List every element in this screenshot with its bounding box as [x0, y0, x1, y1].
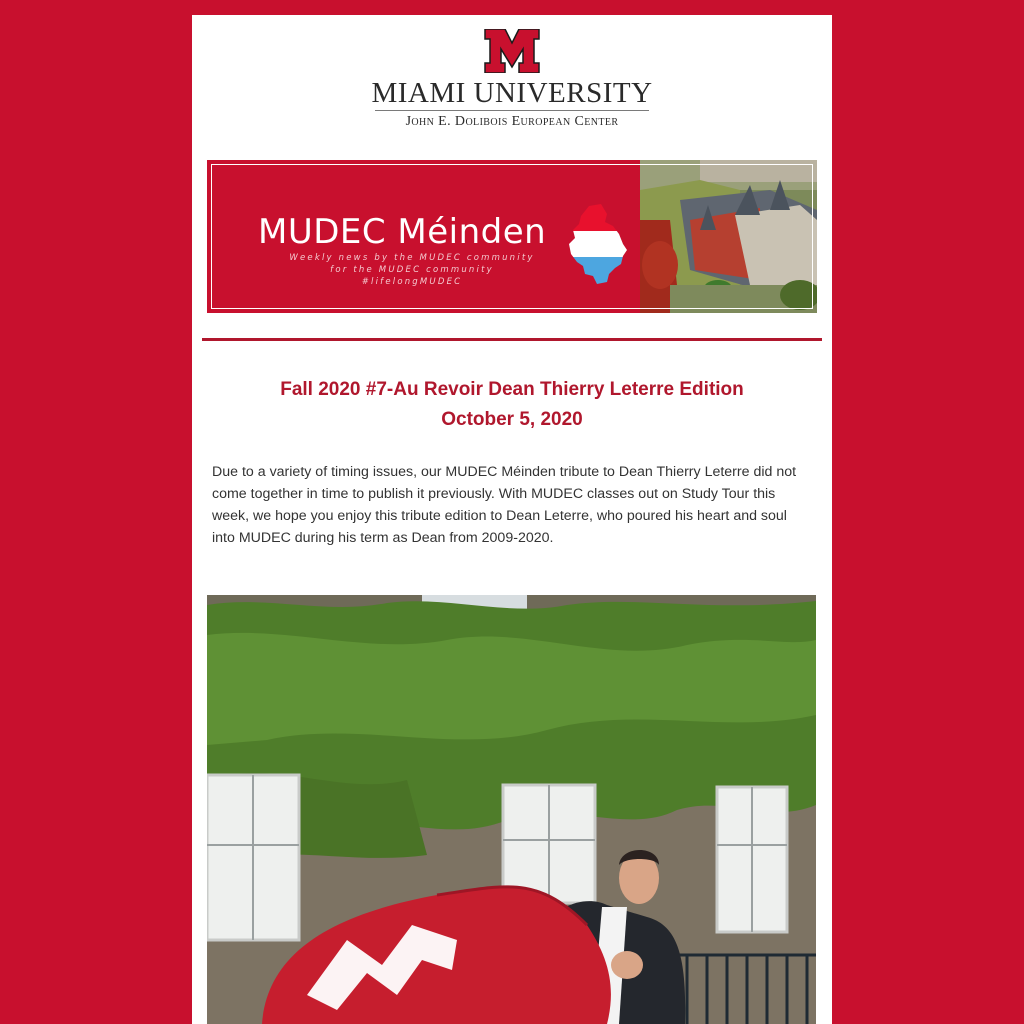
banner-subtitle-line: #lifelongMUDEC	[361, 277, 463, 287]
chateau-aerial-photo	[640, 160, 817, 313]
banner-title: MUDEC Méinden	[258, 212, 547, 252]
section-divider	[202, 338, 822, 341]
mudec-meinden-banner[interactable]	[207, 160, 817, 313]
logo-divider	[375, 110, 649, 111]
banner-subtitle-line: Weekly news by the MUDEC community	[289, 253, 535, 263]
banner-subtitle-line: for the MUDEC community	[330, 265, 494, 275]
center-name: John E. Dolibois European Center	[405, 114, 619, 129]
luxembourg-map-flag-icon	[567, 204, 629, 284]
intro-paragraph: Due to a variety of timing issues, our MUDEC Méinden tribute to Dean Thierry Leterre did not come together in time to publish it previously. With MUDEC classes out on Study Tour this week, we hope you enjoy this tribute edition to Dean Leterre, who poured his heart and soul into MUDEC during his term as Dean from 2009-2020.	[212, 464, 797, 546]
edition-date: October 5, 2020	[441, 409, 583, 430]
dean-waving-m-flag-photo	[207, 595, 816, 1024]
newsletter-card	[192, 15, 832, 1024]
edition-headline	[192, 375, 832, 435]
edition-title: Fall 2020 #7-Au Revoir Dean Thierry Leterre Edition	[280, 379, 744, 400]
university-name: MIAMI UNIVERSITY	[371, 77, 653, 109]
